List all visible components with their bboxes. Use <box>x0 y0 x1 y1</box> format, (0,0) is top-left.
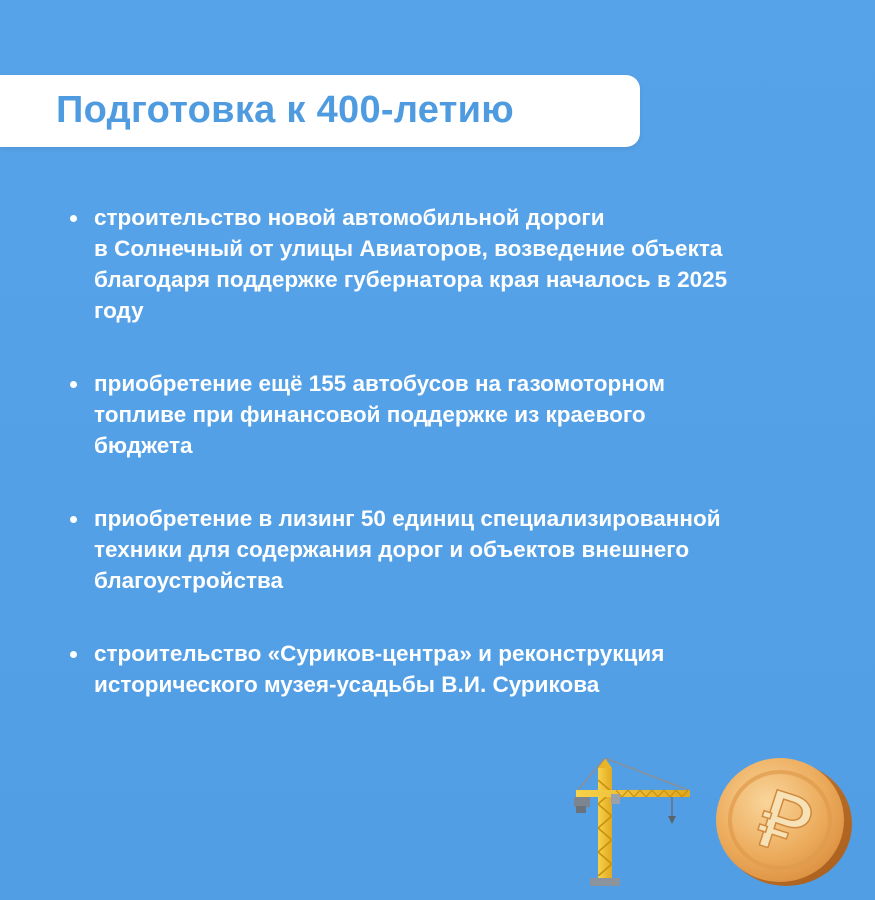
list-item-line: благодаря поддержке губернатора края началось в 2025 <box>94 267 728 292</box>
bullet-list <box>70 202 850 742</box>
construction-crane-icon <box>572 758 694 888</box>
list-item <box>70 368 850 461</box>
list-item-line: строительство новой автомобильной дороги <box>94 205 605 230</box>
list-item-line: в Солнечный от улицы Авиаторов, возведение объекта <box>94 236 723 261</box>
ruble-coin-icon <box>708 752 856 890</box>
bullet-dot <box>70 381 77 388</box>
page-title: Подготовка к 400-летию <box>56 89 515 131</box>
list-item <box>70 202 850 326</box>
list-item-line: строительство «Суриков-центра» и реконструкция <box>94 641 665 666</box>
bullet-dot <box>70 516 77 523</box>
bullet-dot <box>70 215 77 222</box>
list-item-line: году <box>94 298 144 323</box>
list-item-line: благоустройства <box>94 568 284 593</box>
list-item <box>70 503 850 596</box>
list-item <box>70 638 850 700</box>
list-item-line: приобретение ещё 155 автобусов на газомоторном <box>94 371 665 396</box>
bullet-dot <box>70 651 77 658</box>
list-item-line: топливе при финансовой поддержке из краевого <box>94 402 646 427</box>
list-item-line: техники для содержания дорог и объектов внешнего <box>94 537 690 562</box>
list-item-line: исторического музея-усадьбы В.И. Сурикова <box>94 672 600 697</box>
list-item-line: приобретение в лизинг 50 единиц специализированной <box>94 506 721 531</box>
list-item-line: бюджета <box>94 433 193 458</box>
